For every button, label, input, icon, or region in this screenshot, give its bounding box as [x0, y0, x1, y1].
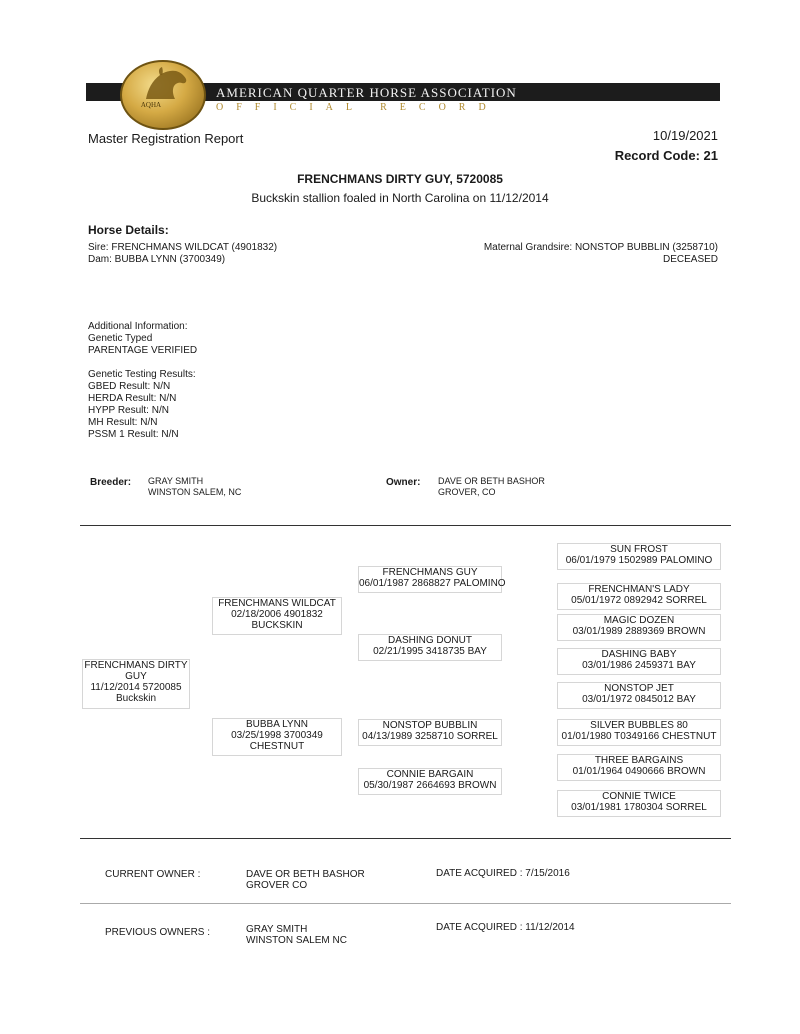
genetic-line: Genetic Testing Results: — [88, 369, 196, 380]
genetic-testing-results — [88, 369, 196, 441]
sire-line: Sire: FRENCHMANS WILDCAT (4901832) — [88, 242, 278, 253]
gen4-info: 03/01/1972 0845012 BAY — [582, 694, 696, 705]
previous-owner-location: WINSTON SALEM NC — [246, 935, 347, 946]
pedigree-dam — [212, 718, 342, 756]
genetic-line: HYPP Result: N/N — [88, 405, 169, 416]
pedigree-sire — [212, 597, 342, 635]
current-owner-location: GROVER CO — [246, 880, 308, 891]
pedigree-gen4-box — [557, 682, 721, 709]
gen3-name: FRENCHMANS GUY — [382, 567, 478, 578]
horse-description: Buckskin stallion foaled in North Carolina on 11/12/2014 — [251, 191, 549, 205]
report-date: 10/19/2021 — [652, 128, 718, 143]
divider — [80, 903, 731, 904]
gen4-info: 06/01/1979 1502989 PALOMINO — [565, 555, 713, 566]
pedigree-gen4-box — [557, 614, 721, 641]
gen4-name: SILVER BUBBLES 80 — [590, 720, 688, 731]
gen3-name: DASHING DONUT — [388, 635, 472, 646]
record-code: Record Code: 21 — [614, 148, 718, 163]
sire-name: FRENCHMANS WILDCAT — [218, 598, 336, 609]
gen4-name: CONNIE TWICE — [602, 791, 676, 802]
gen3-info: 06/01/1987 2868827 PALOMINO — [359, 578, 506, 589]
current-owner-info — [246, 869, 365, 891]
gen4-info: 05/01/1972 0892942 SORREL — [571, 595, 707, 606]
subject-name-line1: FRENCHMANS DIRTY — [84, 660, 188, 671]
gen4-name: SUN FROST — [610, 544, 668, 555]
maternal-grandsire: Maternal Grandsire: NONSTOP BUBBLIN (3258710) — [483, 242, 718, 253]
additional-information — [88, 321, 197, 357]
association-title: AMERICAN QUARTER HORSE ASSOCIATION — [216, 85, 517, 100]
pedigree-gen3-box — [358, 634, 502, 661]
current-owner-name: DAVE OR BETH BASHOR — [246, 869, 365, 880]
divider — [80, 525, 731, 526]
genetic-line: GBED Result: N/N — [88, 381, 171, 392]
gen4-name: DASHING BABY — [601, 649, 677, 660]
pedigree-gen4-box — [557, 719, 721, 746]
genetic-line: HERDA Result: N/N — [88, 393, 177, 404]
gen4-info: 03/01/1986 2459371 BAY — [582, 660, 696, 671]
previous-owners-label: PREVIOUS OWNERS : — [105, 927, 211, 938]
gen4-name: NONSTOP JET — [604, 683, 674, 694]
gen3-info: 05/30/1987 2664693 BROWN — [363, 780, 497, 791]
divider — [80, 838, 731, 839]
report-title: Master Registration Report — [88, 131, 244, 146]
pedigree-gen4-box — [557, 754, 721, 781]
breeder-info — [148, 476, 241, 498]
current-date-acquired: DATE ACQUIRED : 7/15/2016 — [436, 868, 570, 879]
additional-line: Additional Information: — [88, 321, 188, 332]
logo-text: AQHA — [140, 101, 162, 109]
dam-color: CHESTNUT — [249, 741, 305, 752]
owner-location: GROVER, CO — [438, 487, 496, 497]
official-record-label: OFFICIAL RECORD — [216, 102, 499, 113]
dam-name: BUBBA LYNN — [245, 719, 309, 730]
genetic-line: MH Result: N/N — [88, 417, 158, 428]
pedigree-gen3-box — [358, 719, 502, 746]
gen4-info: 03/01/1989 2889369 BROWN — [572, 626, 706, 637]
pedigree-gen4-box — [557, 583, 721, 610]
owner-label: Owner: — [386, 477, 421, 488]
gen4-name: MAGIC DOZEN — [603, 615, 675, 626]
previous-owner-info — [246, 924, 347, 946]
pedigree-gen4-box — [557, 790, 721, 817]
dam-info: 03/25/1998 3700349 — [231, 730, 323, 741]
dam-line: Dam: BUBBA LYNN (3700349) — [88, 254, 226, 265]
gen3-info: 04/13/1989 3258710 SORREL — [362, 731, 498, 742]
additional-line: Genetic Typed — [88, 333, 153, 344]
sire-info: 02/18/2006 4901832 — [231, 609, 323, 620]
additional-line: PARENTAGE VERIFIED — [88, 345, 198, 356]
gen4-name: THREE BARGAINS — [594, 755, 684, 766]
subject-info: 11/12/2014 5720085 — [90, 682, 182, 693]
owner-info — [438, 476, 545, 498]
gen4-info: 03/01/1981 1780304 SORREL — [571, 802, 707, 813]
breeder-label: Breeder: — [90, 477, 132, 488]
gen4-info: 01/01/1964 0490666 BROWN — [572, 766, 706, 777]
pedigree-gen4-box — [557, 648, 721, 675]
gen4-info: 01/01/1980 T0349166 CHESTNUT — [561, 731, 717, 742]
gen4-name: FRENCHMAN'S LADY — [588, 584, 690, 595]
pedigree-gen3-box — [358, 768, 502, 795]
gen3-name: NONSTOP BUBBLIN — [382, 720, 478, 731]
subject-name-line2: GUY — [125, 671, 147, 682]
grandsire-status: DECEASED — [662, 254, 718, 265]
pedigree-gen4-box — [557, 543, 721, 570]
gen3-name: CONNIE BARGAIN — [386, 769, 474, 780]
horse-head-icon — [132, 65, 192, 103]
owner-name: DAVE OR BETH BASHOR — [438, 476, 545, 486]
horse-details-heading: Horse Details: — [88, 223, 169, 237]
pedigree-subject — [82, 659, 190, 709]
breeder-name: GRAY SMITH — [148, 476, 204, 486]
pedigree-gen3-box — [358, 566, 506, 593]
subject-color: Buckskin — [115, 693, 156, 704]
breeder-location: WINSTON SALEM, NC — [148, 487, 242, 497]
current-owner-label: CURRENT OWNER : — [105, 869, 201, 880]
horse-name: FRENCHMANS DIRTY GUY, 5720085 — [297, 172, 503, 186]
genetic-line: PSSM 1 Result: N/N — [88, 429, 179, 440]
gen3-info: 02/21/1995 3418735 BAY — [373, 646, 487, 657]
previous-owner-name: GRAY SMITH — [246, 924, 308, 935]
previous-date-acquired: DATE ACQUIRED : 11/12/2014 — [436, 922, 575, 933]
sire-color: BUCKSKIN — [251, 620, 303, 631]
